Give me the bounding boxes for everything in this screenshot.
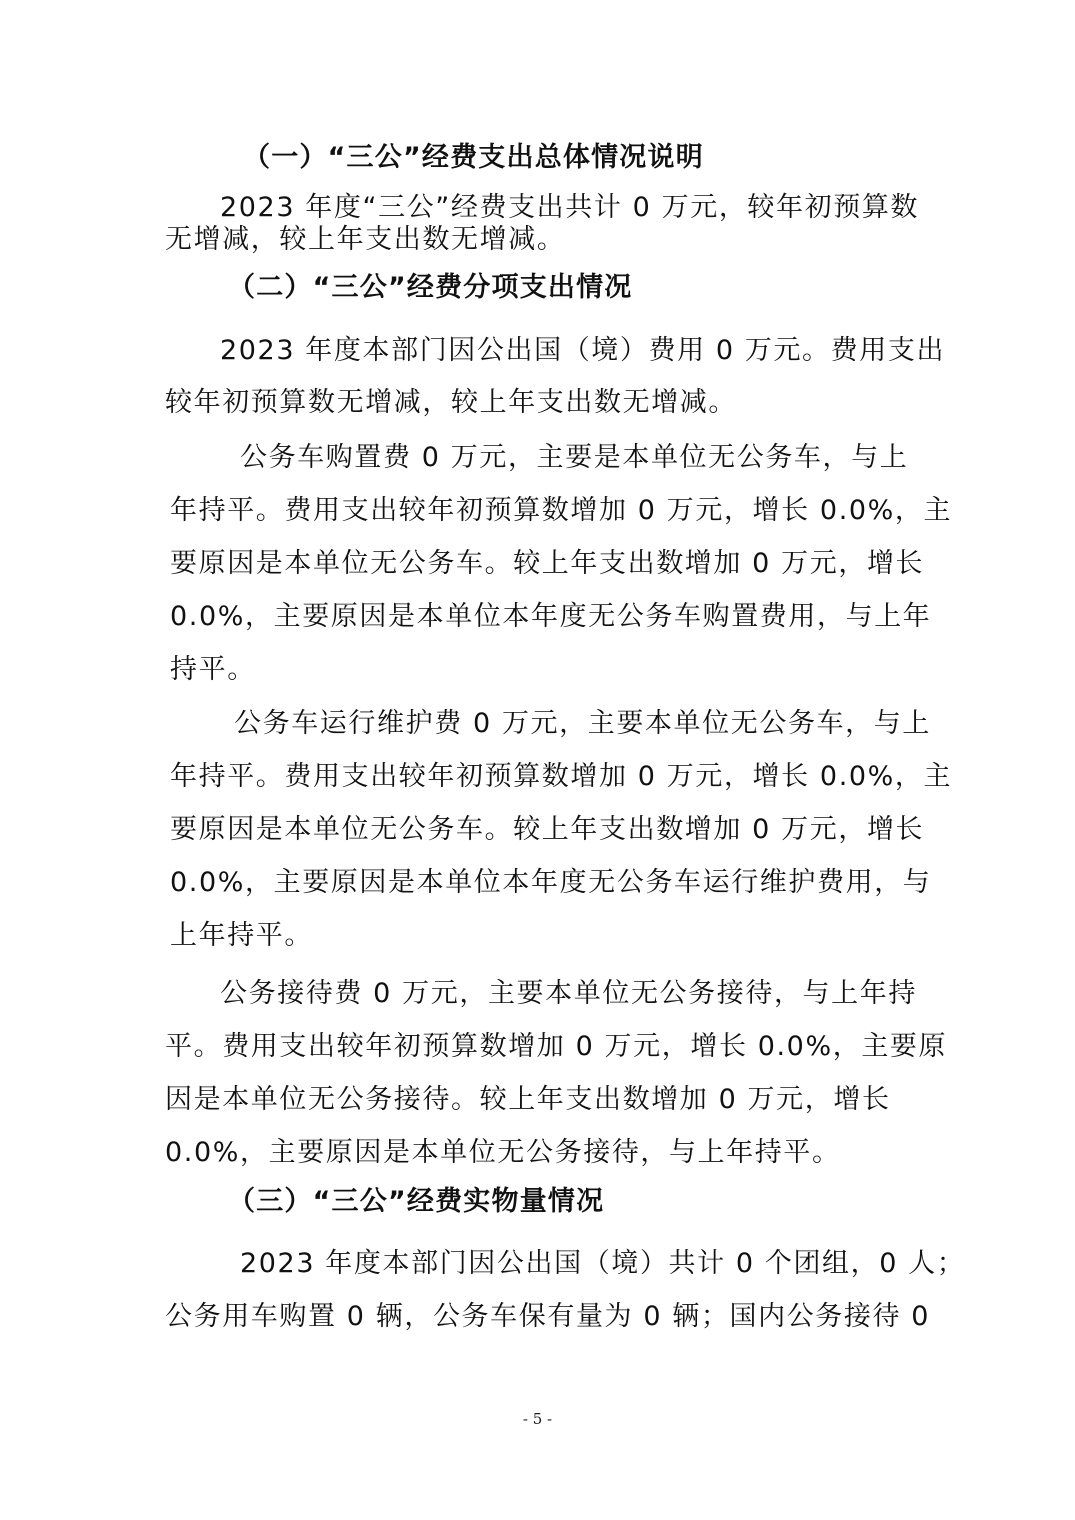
section-2-para-4-line-4: 0.0%，主要原因是本单位无公务接待，与上年持平。 — [165, 1137, 841, 1168]
section-2-para-3-line-5: 上年持平。 — [170, 920, 313, 951]
section-2-para-3-line-3: 要原因是本单位无公务车。较上年支出数增加 0 万元，增长 — [170, 814, 925, 845]
section-2-para-4-line-1: 公务接待费 0 万元，主要本单位无公务接待，与上年持 — [220, 978, 917, 1009]
section-2-para-3-line-2: 年持平。费用支出较年初预算数增加 0 万元，增长 0.0%，主 — [170, 761, 953, 792]
section-1-line-2: 无增减，较上年支出数无增减。 — [165, 224, 566, 255]
section-2-para-2-line-2: 年持平。费用支出较年初预算数增加 0 万元，增长 0.0%，主 — [170, 495, 953, 526]
section-2-para-1-line-2: 较年初预算数无增减，较上年支出数无增减。 — [165, 387, 737, 418]
section-2-para-3-line-1: 公务车运行维护费 0 万元，主要本单位无公务车，与上 — [234, 708, 931, 739]
section-1-heading: （一）“三公”经费支出总体情况说明 — [243, 142, 704, 173]
section-2-para-2-line-1: 公务车购置费 0 万元，主要是本单位无公务车，与上 — [240, 442, 909, 473]
section-1-line-1: 2023 年度“三公”经费支出共计 0 万元，较年初预算数 — [220, 192, 920, 223]
section-2-para-3-line-4: 0.0%，主要原因是本单位本年度无公务车运行维护费用，与 — [170, 867, 932, 898]
section-2-heading: （二）“三公”经费分项支出情况 — [228, 272, 633, 303]
section-2-para-2-line-3: 要原因是本单位无公务车。较上年支出数增加 0 万元，增长 — [170, 548, 925, 579]
section-3-line-1: 2023 年度本部门因公出国（境）共计 0 个团组，0 人； — [240, 1248, 966, 1279]
section-2-para-4-line-3: 因是本单位无公务接待。较上年支出数增加 0 万元，增长 — [165, 1084, 891, 1115]
section-3-heading: （三）“三公”经费实物量情况 — [228, 1186, 605, 1217]
section-2-para-4-line-2: 平。费用支出较年初预算数增加 0 万元，增长 0.0%，主要原 — [165, 1031, 948, 1062]
section-2-para-2-line-4: 0.0%，主要原因是本单位本年度无公务车购置费用，与上年 — [170, 601, 932, 632]
page-number: - 5 - — [522, 1410, 553, 1428]
section-3-line-2: 公务用车购置 0 辆，公务车保有量为 0 辆；国内公务接待 0 — [165, 1301, 931, 1332]
section-2-para-1-line-1: 2023 年度本部门因公出国（境）费用 0 万元。费用支出 — [220, 335, 946, 366]
section-2-para-2-line-5: 持平。 — [170, 654, 256, 685]
